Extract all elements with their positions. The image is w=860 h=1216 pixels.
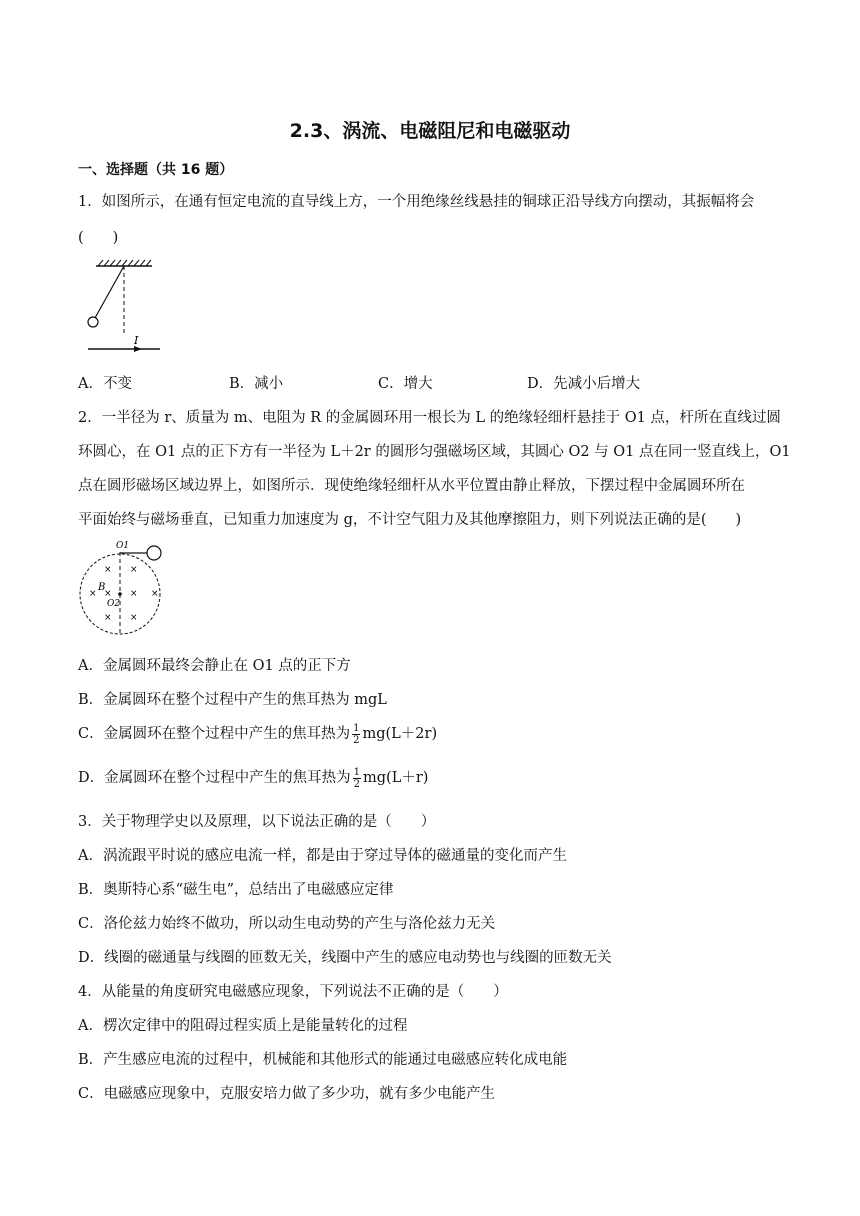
q2-stem-line4: 平面始终与磁场垂直，已知重力加速度为 g，不计空气阻力及其他摩擦阻力，则下列说法正确的是( ) xyxy=(78,512,742,528)
svg-text:×: × xyxy=(89,589,97,599)
q4-option-b: B．产生感应电流的过程中，机械能和其他形式的能通过电磁感应转化成电能 xyxy=(78,1052,568,1068)
q3-option-c: C．洛伦兹力始终不做功，所以动生电动势的产生与洛伦兹力无关 xyxy=(78,916,496,932)
q2-o2-label: O2 xyxy=(107,599,121,609)
q2-o1-label: O1 xyxy=(116,541,130,551)
q1-option-b: B．减小 xyxy=(229,376,284,392)
page-title: 2.3、涡流、电磁阻尼和电磁驱动 xyxy=(289,120,571,142)
svg-text:×: × xyxy=(130,565,138,575)
q2-b-label: B xyxy=(98,582,106,593)
q4-option-a: A．楞次定律中的阻碍过程实质上是能量转化的过程 xyxy=(78,1018,408,1034)
q2-option-d-text: D．金属圆环在整个过程中产生的焦耳热为 xyxy=(78,770,351,786)
svg-text:×: × xyxy=(104,589,112,599)
q1-option-c: C．增大 xyxy=(378,376,433,392)
svg-text:×: × xyxy=(104,565,112,575)
q2-option-c-text: C．金属圆环在整个过程中产生的焦耳热为 xyxy=(78,726,351,742)
q3-option-d: D．线圈的磁通量与线圈的匝数无关，线圈中产生的感应电动势也与线圈的匝数无关 xyxy=(78,950,612,966)
q1-pendulum-figure xyxy=(82,256,168,360)
q2-option-d xyxy=(78,766,428,790)
q2-field-crosses xyxy=(89,565,159,623)
q4-option-c: C．电磁感应现象中，克服安培力做了多少功，就有多少电能产生 xyxy=(78,1086,496,1102)
q1-stem-line1: 1．如图所示，在通有恒定电流的直导线上方，一个用绝缘丝线悬挂的铜球正沿导线方向摆动，其振幅将会 xyxy=(78,194,755,210)
q1-option-d: D．先减小后增大 xyxy=(527,376,641,392)
q3-option-a: A．涡流跟平时说的感应电流一样，都是由于穿过导体的磁通量的变化而产生 xyxy=(78,848,567,864)
q3-stem: 3．关于物理学史以及原理，以下说法正确的是（ ） xyxy=(78,814,436,830)
q1-option-a: A．不变 xyxy=(78,376,132,392)
q2-option-a: A．金属圆环最终会静止在 O1 点的正下方 xyxy=(78,658,351,674)
svg-text:×: × xyxy=(104,613,112,623)
q1-stem-line2: ( ) xyxy=(78,230,119,246)
section-heading: 一、选择题（共 16 题） xyxy=(78,162,234,178)
q2-option-c xyxy=(78,722,437,746)
svg-text:×: × xyxy=(130,589,138,599)
q1-current-label: I xyxy=(134,334,139,347)
q2-stem-line1: 2．一半径为 r、质量为 m、电阻为 R 的金属圆环用一根长为 L 的绝缘轻细杆悬挂于 O1 点，杆所在直线过圆 xyxy=(78,410,781,426)
svg-text:×: × xyxy=(130,613,138,623)
svg-text:×: × xyxy=(151,589,159,599)
q2-option-c-formula: mg(L＋2r) xyxy=(362,726,438,742)
q2-stem-line3: 点在圆形磁场区域边界上，如图所示．现使绝缘轻细杆从水平位置由静止释放，下摆过程中金属圆环所在 xyxy=(78,478,745,494)
q2-stem-line2: 环圆心，在 O1 点的正下方有一半径为 L＋2r 的圆形匀强磁场区域，其圆心 O2 与 O1 点在同一竖直线上，O1 xyxy=(78,444,791,460)
q3-option-b: B．奥斯特心系“磁生电”，总结出了电磁感应定律 xyxy=(78,882,394,898)
q2-option-d-formula: mg(L＋r) xyxy=(363,770,429,786)
one-half-fraction: $\frac{1}{2}$ xyxy=(353,722,360,746)
q4-stem: 4．从能量的角度研究电磁感应现象，下列说法不正确的是（ ） xyxy=(78,984,508,1000)
one-half-fraction: $\frac{1}{2}$ xyxy=(353,766,360,790)
q2-option-b: B．金属圆环在整个过程中产生的焦耳热为 mgL xyxy=(78,692,387,708)
q2-magnetic-field-figure xyxy=(78,538,174,640)
